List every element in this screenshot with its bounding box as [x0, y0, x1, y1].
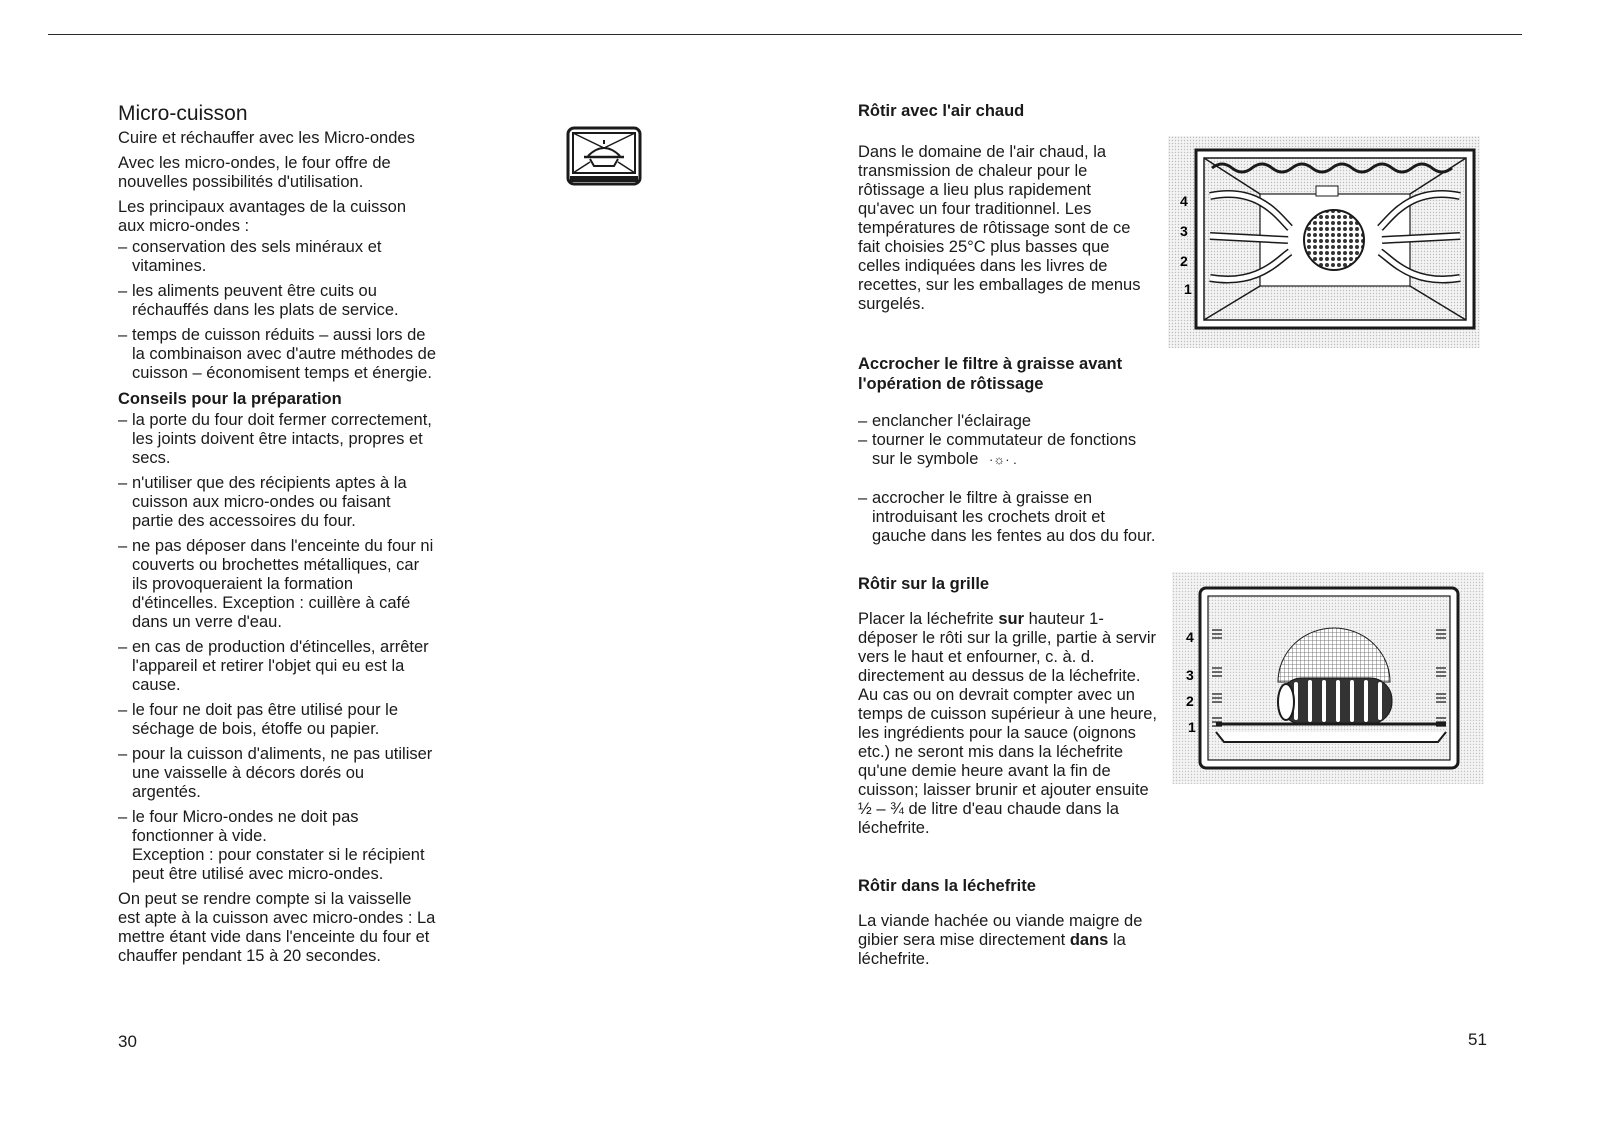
- level-label-4: 4: [1180, 193, 1188, 209]
- section-title-micro-cuisson: Micro-cuisson: [118, 102, 248, 125]
- text-run: La viande hachée ou viande maigre de gibier sera mise directement: [858, 912, 1143, 949]
- heading-rotir-lechefrite: Rôtir dans la léchefrite: [858, 877, 1036, 895]
- intro-paragraph-2: Les principaux avantages de la cuisson aux micro-ondes :: [118, 198, 407, 235]
- list-item: – en cas de production d'étincelles, arrêter l'appareil et retirer l'objet qui eu est la cause.: [118, 638, 436, 695]
- paragraph-air-chaud: Dans le domaine de l'air chaud, la transmission de chaleur pour le rôtissage a lieu plus rapidement qu'avec un four traditionnel. Les températures de rôtissage sont de ce fait choisies 25°C plus basses que celles indiquées dans les livres de recettes, sur les emballages de menus surgelés.: [858, 143, 1141, 313]
- advantages-list: [118, 238, 436, 383]
- page-number-right: 51: [1468, 1030, 1487, 1049]
- heading-rotir-air-chaud: Rôtir avec l'air chaud: [858, 102, 1025, 120]
- grill-roast-illustration: [1172, 572, 1484, 784]
- list-item: – le four ne doit pas être utilisé pour le séchage de bois, étoffe ou papier.: [118, 701, 436, 739]
- list-item: [858, 431, 1158, 469]
- intro-paragraph-1: Avec les micro-ondes, le four offre de nouvelles possibilités d'utilisation.: [118, 154, 391, 191]
- microwave-symbol-icon: [566, 126, 642, 186]
- left-page-column: [118, 101, 436, 972]
- list-item: – la porte du four doit fermer correctement, les joints doivent être intacts, propres et secs.: [118, 411, 436, 468]
- filtre-steps-list-2: [858, 489, 1158, 546]
- level-label-1: 1: [1188, 719, 1196, 735]
- heading-rotir-grille: Rôtir sur la grille: [858, 575, 990, 593]
- list-item: – enclancher l'éclairage: [858, 412, 1158, 431]
- closing-paragraph: On peut se rendre compte si la vaisselle est apte à la cuisson avec micro-ondes : La mettre étant vide dans l'enceinte du four et chauffer pendant 15 à 20 secondes.: [118, 890, 436, 965]
- filtre-steps-list: [858, 412, 1158, 469]
- level-label-4: 4: [1186, 629, 1194, 645]
- exception-note: Exception : pour constater si le récipient peut être utilisé avec micro-ondes.: [132, 846, 425, 883]
- list-item-text: le four Micro-ondes ne doit pas fonctionner à vide.: [132, 808, 359, 845]
- tips-list: [118, 411, 436, 884]
- list-item: – conservation des sels minéraux et vitamines.: [118, 238, 436, 276]
- level-label-2: 2: [1180, 253, 1188, 269]
- list-item: – pour la cuisson d'aliments, ne pas utiliser une vaisselle à décors dorés ou argentés.: [118, 745, 436, 802]
- list-item-text: tourner le commutateur de fonctions sur le symbole: [872, 431, 1137, 468]
- level-label-2: 2: [1186, 693, 1194, 709]
- emphasis: dans: [1069, 931, 1109, 949]
- light-symbol-icon: ·☼· .: [988, 452, 1017, 467]
- list-item: – n'utiliser que des récipients aptes à la cuisson aux micro-ondes ou faisant partie des accessoires du four.: [118, 474, 436, 531]
- heading-filtre-graisse: Accrocher le filtre à graisse avant l'opération de rôtissage: [858, 355, 1123, 393]
- text-run: Placer la léchefrite: [858, 610, 999, 628]
- tips-heading: Conseils pour la préparation: [118, 390, 342, 408]
- emphasis: sur: [998, 610, 1025, 628]
- paragraph-grille: [858, 610, 1160, 838]
- list-item: – ne pas déposer dans l'enceinte du four ni couverts ou brochettes métalliques, car ils provoqueraient la formation d'étincelles. Exception : cuillère à café dans un verre d'eau.: [118, 537, 436, 632]
- page-number-left: 30: [118, 1032, 137, 1051]
- list-item: [118, 808, 436, 884]
- text-run: la léchefrite.: [858, 931, 1126, 968]
- list-item: – temps de cuisson réduits – aussi lors de la combinaison avec d'autre méthodes de cuisson – économisent temps et énergie.: [118, 326, 436, 383]
- level-label-3: 3: [1186, 667, 1194, 683]
- top-rule: [48, 34, 1522, 35]
- right-page-column: [858, 101, 1170, 975]
- paragraph-lechefrite: [858, 912, 1164, 969]
- section-subtitle: Cuire et réchauffer avec les Micro-ondes: [118, 129, 415, 147]
- list-item: – accrocher le filtre à graisse en introduisant les crochets droit et gauche dans les fentes au dos du four.: [858, 489, 1158, 546]
- level-label-3: 3: [1180, 223, 1188, 239]
- level-label-1: 1: [1184, 281, 1192, 297]
- list-item: – les aliments peuvent être cuits ou réchauffés dans les plats de service.: [118, 282, 436, 320]
- text-run: hauteur 1-déposer le rôti sur la grille, partie à servir vers le haut et enfourner, c. à. d. directement au dessus de la léchefrite. Au cas ou on devrait compter avec un temps de cuisson supérieur à une heure, les ingrédients pour la sauce (oignons etc.) ne seront mis dans la léchefrite qu'une demie heure avant la fin de cuisson; laisser brunir et ajouter ensuite ½ – ¾ de litre d'eau chaude dans la léchefrite.: [858, 610, 1158, 837]
- hot-air-oven-illustration: [1168, 136, 1480, 348]
